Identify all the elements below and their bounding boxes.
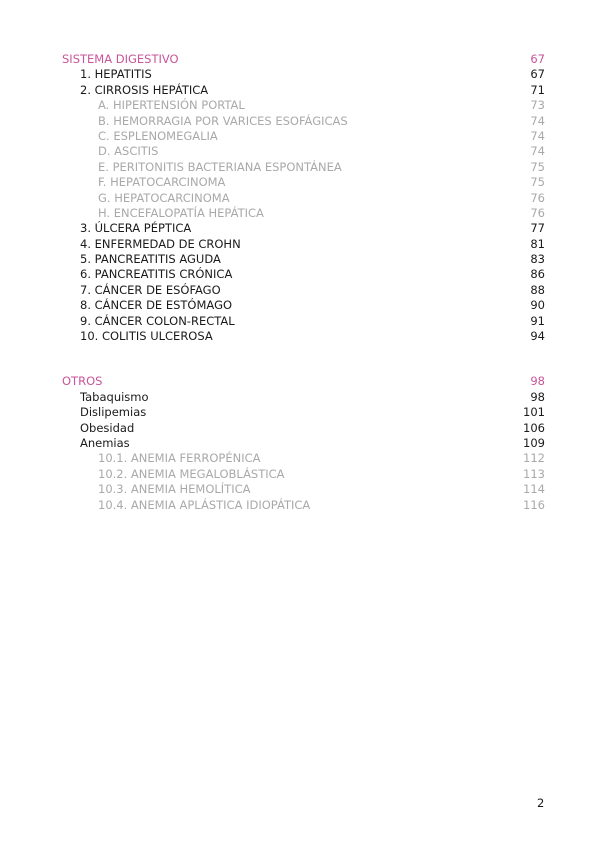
toc-entry-page: 113 bbox=[523, 466, 545, 481]
toc-subentry[interactable] bbox=[62, 482, 545, 497]
toc-entry-page: 90 bbox=[530, 298, 545, 313]
toc-entry-title: Tabaquismo bbox=[80, 389, 149, 404]
toc-entry-title: 2. CIRROSIS HEPÁTICA bbox=[80, 82, 209, 97]
toc-heading[interactable] bbox=[62, 52, 545, 67]
toc-heading[interactable] bbox=[62, 374, 545, 389]
toc-entry-page: 101 bbox=[523, 405, 545, 420]
toc-subentry[interactable] bbox=[62, 498, 545, 513]
toc-entry-title: 5. PANCREATITIS AGUDA bbox=[80, 252, 221, 267]
toc-entry-page: 75 bbox=[530, 175, 545, 190]
toc-entry[interactable] bbox=[62, 329, 545, 344]
toc-entry-page: 91 bbox=[530, 313, 545, 328]
toc-entry-title: 10. COLITIS ULCEROSA bbox=[80, 329, 213, 344]
toc-entry-title: 4. ENFERMEDAD DE CROHN bbox=[80, 236, 241, 251]
toc-entry-page: 83 bbox=[530, 252, 545, 267]
toc-entry-page: 77 bbox=[530, 221, 545, 236]
toc-entry[interactable] bbox=[62, 283, 545, 298]
toc-entry-title: B. HEMORRAGIA POR VARICES ESOFÁGICAS bbox=[98, 113, 348, 128]
toc-entry-title: 10.4. ANEMIA APLÁSTICA IDIOPÁTICA bbox=[98, 497, 311, 512]
toc-subentry[interactable] bbox=[62, 175, 545, 190]
toc-entry-page: 88 bbox=[530, 282, 545, 297]
toc-entry-page: 81 bbox=[530, 236, 545, 251]
toc-entry-title: 10.3. ANEMIA HEMOLÍTICA bbox=[98, 482, 251, 497]
toc-entry[interactable] bbox=[62, 436, 545, 451]
toc-subentry[interactable] bbox=[62, 144, 545, 159]
toc-entry-title: D. ASCITIS bbox=[98, 144, 159, 159]
toc-entry-page: 74 bbox=[530, 144, 545, 159]
toc-entry-page: 114 bbox=[523, 482, 545, 497]
toc-entry-title: F. HEPATOCARCINOMA bbox=[98, 175, 226, 190]
toc-entry-page: 74 bbox=[530, 113, 545, 128]
toc-entry-title: Dislipemias bbox=[80, 405, 147, 420]
toc-entry-page: 67 bbox=[530, 67, 545, 82]
toc-entry-page: 106 bbox=[523, 420, 545, 435]
toc-entry[interactable] bbox=[62, 298, 545, 313]
toc-heading-title: OTROS bbox=[62, 374, 103, 389]
toc-entry-page: 98 bbox=[530, 389, 545, 404]
toc-heading-page: 98 bbox=[530, 374, 545, 389]
toc-subentry[interactable] bbox=[62, 160, 545, 175]
toc-section-otros bbox=[62, 374, 545, 513]
toc-entry[interactable] bbox=[62, 252, 545, 267]
toc-entry-title: H. ENCEFALOPATÍA HEPÁTICA bbox=[98, 205, 264, 220]
toc-entry-title: A. HIPERTENSIÓN PORTAL bbox=[98, 98, 245, 113]
toc-entry-title: 8. CÁNCER DE ESTÓMAGO bbox=[80, 298, 233, 313]
toc-entry-title: Anemias bbox=[80, 435, 130, 450]
toc-subentry[interactable] bbox=[62, 451, 545, 466]
toc-subentry[interactable] bbox=[62, 191, 545, 206]
toc-subentry[interactable] bbox=[62, 114, 545, 129]
toc-entry-title: E. PERITONITIS BACTERIANA ESPONTÁNEA bbox=[98, 159, 342, 174]
toc-subentry[interactable] bbox=[62, 206, 545, 221]
toc-subentry[interactable] bbox=[62, 467, 545, 482]
toc-entry-page: 75 bbox=[530, 159, 545, 174]
toc-entry-title: 10.2. ANEMIA MEGALOBLÁSTICA bbox=[98, 466, 285, 481]
toc-entry-page: 74 bbox=[530, 128, 545, 143]
toc-entry-page: 71 bbox=[530, 82, 545, 97]
toc-entry-title: 3. ÚLCERA PÉPTICA bbox=[80, 221, 192, 236]
toc-entry-page: 94 bbox=[530, 329, 545, 344]
toc-entry-page: 76 bbox=[530, 190, 545, 205]
page-number: 2 bbox=[537, 796, 545, 810]
toc-heading-page: 67 bbox=[530, 52, 545, 66]
toc-section-digestivo bbox=[62, 52, 545, 344]
toc-entry[interactable] bbox=[62, 421, 545, 436]
toc-entry[interactable] bbox=[62, 221, 545, 236]
toc-entry[interactable] bbox=[62, 67, 545, 82]
table-of-contents bbox=[62, 52, 545, 543]
toc-subentry[interactable] bbox=[62, 98, 545, 113]
toc-entry-page: 73 bbox=[530, 98, 545, 113]
toc-entry-page: 86 bbox=[530, 267, 545, 282]
toc-entry[interactable] bbox=[62, 237, 545, 252]
toc-entry-page: 112 bbox=[523, 451, 545, 466]
toc-entry[interactable] bbox=[62, 405, 545, 420]
toc-entry-title: 1. HEPATITIS bbox=[80, 67, 152, 82]
toc-heading-title: SISTEMA DIGESTIVO bbox=[62, 52, 179, 66]
toc-entry-title: 10.1. ANEMIA FERROPÉNICA bbox=[98, 451, 261, 466]
toc-entry[interactable] bbox=[62, 390, 545, 405]
toc-entry-title: 6. PANCREATITIS CRÓNICA bbox=[80, 267, 233, 282]
toc-entry[interactable] bbox=[62, 267, 545, 282]
toc-entry-title: G. HEPATOCARCINOMA bbox=[98, 190, 230, 205]
toc-entry-page: 116 bbox=[523, 497, 545, 512]
toc-entry-title: 7. CÁNCER DE ESÓFAGO bbox=[80, 282, 221, 297]
toc-entry-page: 109 bbox=[523, 435, 545, 450]
toc-entry[interactable] bbox=[62, 83, 545, 98]
toc-subentry[interactable] bbox=[62, 129, 545, 144]
toc-entry-page: 76 bbox=[530, 205, 545, 220]
toc-entry-title: 9. CÁNCER COLON-RECTAL bbox=[80, 313, 235, 328]
toc-entry[interactable] bbox=[62, 314, 545, 329]
toc-entry-title: Obesidad bbox=[80, 420, 135, 435]
toc-entry-title: C. ESPLENOMEGALIA bbox=[98, 128, 218, 143]
